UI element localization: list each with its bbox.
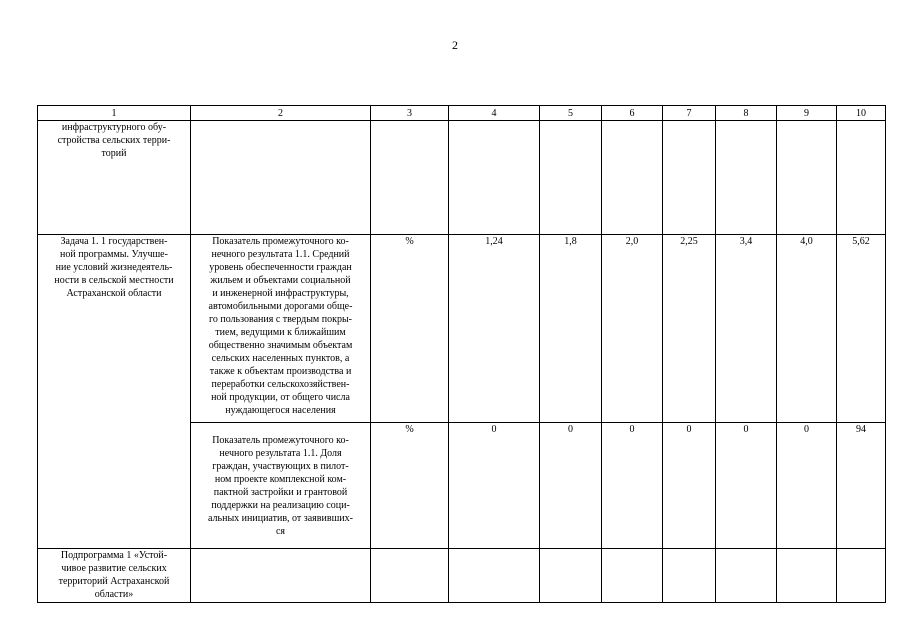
unit-cell: % [371, 235, 449, 423]
value-cell: 3,4 [716, 235, 777, 423]
value-cell [837, 549, 886, 603]
row-title-cell: инфраструктурного обу- стройства сельских терри- торий [38, 121, 191, 235]
value-cell [716, 121, 777, 235]
value-cell [602, 549, 663, 603]
column-header-4: 4 [449, 106, 540, 121]
indicator-cell [191, 549, 371, 603]
indicator-cell [191, 121, 371, 235]
value-cell: 4,0 [777, 235, 837, 423]
value-cell: 2,0 [602, 235, 663, 423]
value-cell [777, 121, 837, 235]
column-header-10: 10 [837, 106, 886, 121]
value-cell: 5,62 [837, 235, 886, 423]
page-number: 2 [452, 38, 458, 52]
value-cell [663, 121, 716, 235]
column-header-2: 2 [191, 106, 371, 121]
value-cell: 1,24 [449, 235, 540, 423]
value-cell [777, 549, 837, 603]
column-header-7: 7 [663, 106, 716, 121]
value-cell [540, 549, 602, 603]
value-cell [449, 549, 540, 603]
task-title-cell: Задача 1. 1 государствен- ной программы. Улучше- ние условий жизнедеятель- ности в сельской местности Астраханской области [38, 235, 191, 549]
table-row [38, 549, 886, 603]
subprogram-title-cell: Подпрограмма 1 «Устой- чивое развитие сельских территорий Астраханской области» [38, 549, 191, 603]
value-cell: 0 [449, 423, 540, 549]
value-cell [602, 121, 663, 235]
value-cell: 0 [777, 423, 837, 549]
column-header-9: 9 [777, 106, 837, 121]
value-cell [837, 121, 886, 235]
unit-cell: % [371, 423, 449, 549]
column-header-1: 1 [38, 106, 191, 121]
column-header-3: 3 [371, 106, 449, 121]
value-cell: 0 [602, 423, 663, 549]
column-header-6: 6 [602, 106, 663, 121]
value-cell: 0 [663, 423, 716, 549]
value-cell [716, 549, 777, 603]
table-row [38, 121, 886, 235]
value-cell: 0 [540, 423, 602, 549]
header-row [38, 106, 886, 121]
indicator-cell: Показатель промежуточного ко- нечного результата 1.1. Средний уровень обеспеченности граждан жильем и объектами социальной и инженерной инфраструктуры, автомобильными дорогами обще- го пользования с твердым покры- тием, ведущими к ближайшим общественно значимым объектам сельских населенных пунктов, а также к объектам производства и переработки сельскохозяйствен- ной продукции, от общего числа нуждающегося населения [191, 235, 371, 423]
value-cell [540, 121, 602, 235]
value-cell [449, 121, 540, 235]
value-cell: 94 [837, 423, 886, 549]
value-cell: 0 [716, 423, 777, 549]
unit-cell [371, 121, 449, 235]
indicators-table [37, 105, 886, 603]
unit-cell [371, 549, 449, 603]
table-row [38, 235, 886, 423]
value-cell: 2,25 [663, 235, 716, 423]
column-header-5: 5 [540, 106, 602, 121]
value-cell: 1,8 [540, 235, 602, 423]
column-header-8: 8 [716, 106, 777, 121]
indicator-cell: Показатель промежуточного ко- нечного результата 1.1. Доля граждан, участвующих в пилот- ном проекте комплексной ком- пактной застройки и грантовой поддержки на реализацию соци- альных инициатив, от заявивших- ся [191, 423, 371, 549]
value-cell [663, 549, 716, 603]
